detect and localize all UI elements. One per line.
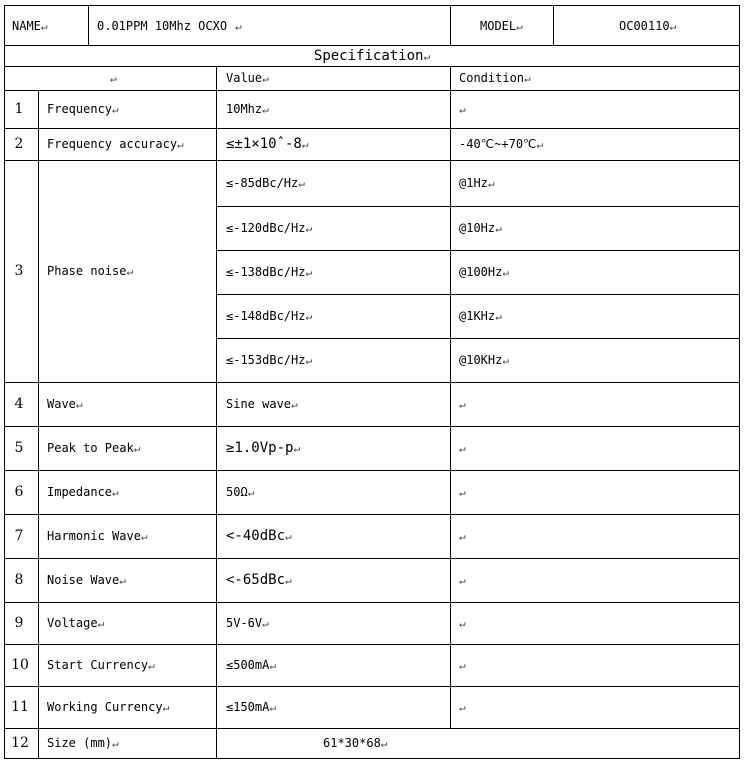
value-text: 5V-6V [226, 616, 263, 630]
value-text: ≤-85dBc/Hz [226, 176, 299, 190]
header-rule [4, 45, 740, 46]
row-number: 9 [14, 615, 24, 631]
paragraph-mark: ↵ [459, 486, 466, 499]
header-divider [553, 5, 554, 45]
value-cell [226, 102, 269, 117]
value-cell [226, 309, 312, 324]
paragraph-mark: ↵ [247, 486, 255, 499]
paragraph-mark: ↵ [262, 103, 269, 116]
row-rule [4, 686, 740, 687]
model-value-cell [619, 19, 676, 34]
row-rule [4, 602, 740, 603]
paragraph-mark: ↵ [495, 222, 502, 235]
table-border-top [4, 5, 740, 6]
column-value-header: Value [226, 71, 263, 85]
value-cell [226, 700, 276, 715]
param-label: Frequency accuracy [47, 137, 178, 151]
condition-cell [459, 309, 502, 324]
paragraph-mark: ↵ [112, 486, 119, 499]
paragraph-mark: ↵ [305, 222, 313, 235]
param-label: Size (mm) [47, 736, 113, 750]
paragraph-mark: ↵ [293, 442, 301, 455]
paragraph-mark: ↵ [305, 266, 313, 279]
value-text: ≤-148dBc/Hz [226, 309, 306, 323]
condition-cell [459, 102, 466, 117]
name-label-cell [12, 19, 48, 34]
row-number: 7 [14, 528, 24, 544]
value-text: ≤150mA [226, 700, 270, 714]
paragraph-mark: ↵ [380, 737, 388, 750]
param-label: Working Currency [47, 700, 163, 714]
value-text: ≤-120dBc/Hz [226, 221, 306, 235]
value-cell [226, 441, 300, 456]
value-cell [226, 397, 298, 412]
param-cell [47, 485, 119, 500]
paragraph-mark: ↵ [262, 617, 269, 630]
row-rule [4, 128, 740, 129]
value-cell [323, 736, 387, 751]
header-divider [450, 5, 451, 45]
value-text: 61*30*68 [323, 736, 381, 750]
param-cell [47, 137, 184, 152]
paragraph-mark: ↵ [305, 310, 313, 323]
condition-cell [459, 397, 466, 412]
param-cell [47, 700, 169, 715]
condition-cell [459, 529, 466, 544]
paragraph-mark: ↵ [75, 398, 83, 411]
param-cell [47, 736, 119, 751]
value-cell [226, 353, 312, 368]
name-value-cell [97, 19, 242, 34]
paragraph-mark: ↵ [423, 50, 431, 63]
value-cell [226, 176, 305, 191]
paragraph-mark: ↵ [459, 530, 466, 543]
value-cell [226, 658, 276, 673]
value-cell [226, 265, 312, 280]
row-number: 3 [14, 263, 24, 279]
param-label: Phase noise [47, 264, 127, 278]
paragraph-mark: ↵ [502, 266, 509, 279]
row-rule [4, 644, 740, 645]
paragraph-mark: ↵ [459, 103, 466, 116]
value-cell [226, 137, 308, 152]
paragraph-mark: ↵ [235, 20, 242, 33]
condition-cell [459, 176, 495, 191]
subrow-rule [216, 206, 740, 207]
param-cell [47, 529, 148, 544]
value-column-divider [216, 728, 217, 758]
paragraph-mark: ↵ [269, 659, 276, 672]
paragraph-mark: ↵ [669, 20, 677, 33]
value-text: ≤-153dBc/Hz [226, 353, 306, 367]
value-text: <-65dBc [226, 572, 286, 588]
paragraph-mark: ↵ [495, 310, 502, 323]
paragraph-mark: ↵ [459, 574, 466, 587]
row-number: 2 [14, 136, 24, 152]
row-number: 11 [11, 699, 29, 715]
model-label-cell [480, 19, 523, 34]
row-number: 8 [14, 572, 24, 588]
subrow-rule [216, 250, 740, 251]
row-rule [4, 426, 740, 427]
condition-text: -40℃~+70℃ [459, 137, 537, 151]
paragraph-mark: ↵ [459, 701, 466, 714]
condition-cell [459, 485, 466, 500]
model-label: MODEL [480, 19, 517, 33]
condition-cell [459, 658, 466, 673]
paragraph-mark: ↵ [110, 72, 117, 85]
row-number: 6 [14, 484, 24, 500]
paragraph-mark: ↵ [459, 617, 466, 630]
model-value: OC00110 [619, 19, 670, 33]
paragraph-mark: ↵ [459, 398, 466, 411]
param-label: Wave [47, 397, 76, 411]
paragraph-mark: ↵ [301, 138, 309, 151]
paragraph-mark: ↵ [40, 20, 48, 33]
value-text: ≤±1×10ˆ-8 [226, 136, 302, 152]
condition-text: @10Hz [459, 221, 496, 235]
value-text: ≤500mA [226, 658, 270, 672]
param-cell [47, 658, 155, 673]
header-divider [88, 5, 89, 45]
paragraph-mark: ↵ [285, 574, 292, 587]
param-cell [47, 102, 119, 117]
paragraph-mark: ↵ [148, 659, 155, 672]
condition-text: @10KHz [459, 353, 503, 367]
paragraph-mark: ↵ [291, 398, 298, 411]
paragraph-mark: ↵ [298, 177, 305, 190]
paragraph-mark: ↵ [305, 354, 313, 367]
condition-cell [459, 221, 502, 236]
condition-column-divider [450, 66, 451, 728]
condition-cell [459, 353, 509, 368]
row-rule [4, 160, 740, 161]
row-rule [4, 382, 740, 383]
paragraph-mark: ↵ [126, 265, 134, 278]
param-label: Impedance [47, 485, 113, 499]
row-number: 10 [11, 657, 29, 673]
value-cell [226, 573, 292, 588]
paragraph-mark: ↵ [285, 530, 292, 543]
param-cell [47, 616, 104, 631]
row-number: 4 [14, 396, 24, 412]
condition-cell [459, 573, 466, 588]
row-rule [4, 728, 740, 729]
column-value-cell [226, 71, 269, 86]
paragraph-mark: ↵ [162, 701, 170, 714]
value-cell [226, 485, 254, 500]
condition-cell [459, 441, 466, 456]
value-column-divider [216, 66, 217, 728]
row-rule [4, 514, 740, 515]
value-text: <-40dBc [226, 528, 286, 544]
column-condition-header: Condition [459, 71, 525, 85]
value-text: ≤-138dBc/Hz [226, 265, 306, 279]
paragraph-mark: ↵ [269, 701, 276, 714]
paragraph-mark: ↵ [119, 574, 126, 587]
param-label: Peak to Peak [47, 441, 134, 455]
row-number: 5 [14, 440, 24, 456]
paragraph-mark: ↵ [112, 737, 119, 750]
paragraph-mark: ↵ [524, 72, 531, 85]
param-label: Voltage [47, 616, 98, 630]
value-text: Sine wave [226, 397, 292, 411]
subrow-rule [216, 294, 740, 295]
condition-text: @1KHz [459, 309, 496, 323]
condition-cell [459, 265, 509, 280]
column-header-rule [4, 90, 740, 91]
param-cell [47, 264, 133, 279]
paragraph-mark: ↵ [133, 442, 141, 455]
paragraph-mark: ↵ [502, 354, 509, 367]
condition-text: @100Hz [459, 265, 503, 279]
column-blank-cell [110, 71, 117, 86]
value-text: 50Ω [226, 485, 248, 499]
spec-title: Specification [313, 48, 424, 64]
param-cell [47, 573, 126, 588]
condition-cell [459, 616, 466, 631]
condition-cell [459, 700, 466, 715]
param-label: Frequency [47, 102, 113, 116]
paragraph-mark: ↵ [459, 659, 466, 672]
paragraph-mark: ↵ [487, 177, 495, 190]
subrow-rule [216, 338, 740, 339]
paragraph-mark: ↵ [516, 20, 523, 33]
name-label: NAME [12, 19, 41, 33]
name-value: 0.01PPM 10Mhz OCXO [97, 19, 228, 33]
condition-cell [459, 137, 543, 152]
condition-text: @1Hz [459, 176, 488, 190]
value-cell [226, 616, 269, 631]
row-number: 12 [11, 735, 29, 751]
paragraph-mark: ↵ [140, 530, 148, 543]
param-label: Harmonic Wave [47, 529, 141, 543]
number-column-divider [38, 90, 39, 758]
param-cell [47, 397, 83, 412]
row-rule [4, 470, 740, 471]
paragraph-mark: ↵ [97, 617, 105, 630]
spec-title-rule [4, 66, 740, 67]
param-label: Start Currency [47, 658, 149, 672]
paragraph-mark: ↵ [177, 138, 184, 151]
param-cell [47, 441, 140, 456]
value-cell [226, 221, 312, 236]
value-text: 10Mhz [226, 102, 263, 116]
spec-title-cell [0, 49, 744, 64]
table-border-bottom [4, 758, 740, 759]
value-cell [226, 529, 292, 544]
column-condition-cell [459, 71, 531, 86]
row-number: 1 [14, 101, 24, 117]
paragraph-mark: ↵ [112, 103, 119, 116]
paragraph-mark: ↵ [262, 72, 269, 85]
param-label: Noise Wave [47, 573, 120, 587]
row-rule [4, 558, 740, 559]
paragraph-mark: ↵ [459, 442, 466, 455]
value-text: ≥1.0Vp-p [226, 440, 294, 456]
paragraph-mark: ↵ [536, 138, 544, 151]
